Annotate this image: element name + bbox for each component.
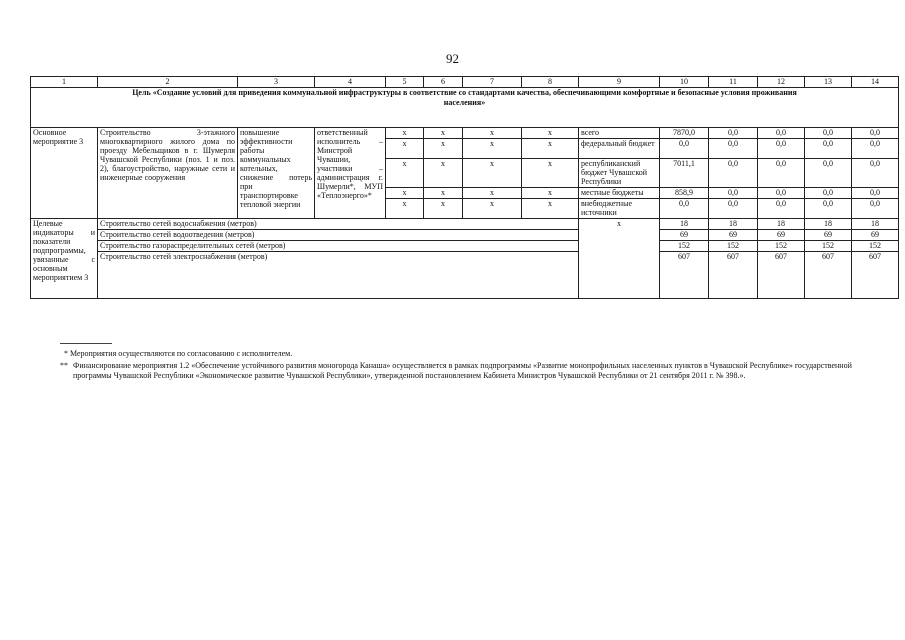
indicator-value: 152 [709,241,758,252]
col-header: 1 [31,77,98,88]
budget-code: x [386,199,424,219]
col-header: 11 [709,77,758,88]
indicator-name: Строительство сетей водоснабжения (метров) [98,219,579,230]
funding-value: 0,0 [758,188,805,199]
budget-code: x [522,199,579,219]
column-number-row [31,77,899,88]
footnote-text: Мероприятия осуществляются по согласованию с исполнителем. [70,349,293,358]
funding-row [31,128,899,139]
indicator-value: 152 [852,241,899,252]
footnote-double [60,361,875,380]
activity-name: Строительство 3-этажного многоквартирного жилого дома по проезду Мебельщиков в г. Шумерля Чувашской Республики (поз. 1 и поз. 2), благоустройство, наружные сети и инженерные сооружения [98,128,238,219]
indicator-value: 69 [758,230,805,241]
col-header: 14 [852,77,899,88]
indicator-value: 152 [758,241,805,252]
budget-code: x [463,188,522,199]
funding-value: 0,0 [660,199,709,219]
budget-code: x [386,128,424,139]
indicator-value: 18 [758,219,805,230]
funding-value: 0,0 [709,188,758,199]
funding-value: 0,0 [852,188,899,199]
funding-value: 7870,0 [660,128,709,139]
funding-value: 0,0 [805,199,852,219]
indicator-value: 607 [758,252,805,299]
funding-value: 0,0 [709,199,758,219]
indicator-name: Строительство сетей водоотведения (метров) [98,230,579,241]
budget-code: x [424,199,463,219]
activity-executors: ответственный исполнитель – Минстрой Чувашии, участники – администрация г. Шумерли*, МУП «Теплоэнерго»* [315,128,386,219]
funding-value: 0,0 [758,159,805,188]
funding-value: 0,0 [805,159,852,188]
indicator-name: Строительство газораспределительных сетей (метров) [98,241,579,252]
indicator-row [31,219,899,230]
budget-code: x [386,139,424,159]
activity-purpose: повышение эффективности работы коммунальных котельных, снижение потерь при транспортировке тепловой энергии [238,128,315,219]
indicator-value: 18 [709,219,758,230]
funding-value: 0,0 [852,199,899,219]
col-header: 8 [522,77,579,88]
funding-value: 0,0 [709,139,758,159]
indicator-value: 69 [660,230,709,241]
indicator-name: Строительство сетей электроснабжения (метров) [98,252,579,299]
col-header: 5 [386,77,424,88]
col-header: 4 [315,77,386,88]
funding-source: всего [579,128,660,139]
budget-code: x [463,139,522,159]
funding-value: 0,0 [758,199,805,219]
funding-value: 0,0 [852,139,899,159]
indicator-value: 69 [805,230,852,241]
budget-code: x [424,139,463,159]
footnote-text: Финансирование мероприятия 1.2 «Обеспечение устойчивого развития моногорода Канаша» осуществляется в рамках подпрограммы «Развитие монопрофильных населенных пунктов в Чувашской Республике» государственной программы Чувашской Республики «Экономическое развитие Чувашской Республики», утвержденной постановлением Кабинета Министров Чувашской Республики от 21 сентября 2011 г. № 398.». [73,361,852,380]
indicator-value: 69 [709,230,758,241]
indicator-col9: x [579,219,660,299]
col-header: 13 [805,77,852,88]
goal-title: Цель «Создание условий для приведения коммунальной инфраструктуры в соответствие со стандартами качества, обеспечивающими комфортные и безопасные условия проживания населения» [132,88,797,107]
col-header: 3 [238,77,315,88]
funding-value: 0,0 [805,188,852,199]
budget-code: x [522,128,579,139]
activity-type: Основное мероприятие 3 [31,128,98,219]
indicator-value: 607 [660,252,709,299]
col-header: 12 [758,77,805,88]
funding-value: 0,0 [709,159,758,188]
program-table [30,76,899,299]
col-header: 6 [424,77,463,88]
funding-value: 0,0 [852,128,899,139]
footnote-divider [60,343,112,344]
funding-value: 0,0 [852,159,899,188]
funding-source: федеральный бюджет [579,139,660,159]
funding-source: внебюджетные источники [579,199,660,219]
funding-value: 7011,1 [660,159,709,188]
goal-row [31,88,899,125]
budget-code: x [463,128,522,139]
funding-source: республиканский бюджет Чувашской Республики [579,159,660,188]
indicator-value: 18 [805,219,852,230]
funding-value: 0,0 [709,128,758,139]
footnote-mark: * [64,349,68,358]
indicator-value: 18 [660,219,709,230]
budget-code: x [463,159,522,188]
col-header: 10 [660,77,709,88]
col-header: 9 [579,77,660,88]
indicator-row [31,252,899,299]
budget-code: x [386,159,424,188]
footnote-single [64,349,864,359]
budget-code: x [522,139,579,159]
funding-value: 0,0 [805,128,852,139]
funding-value: 0,0 [805,139,852,159]
page-number: 92 [446,51,459,66]
footnote-mark: ** [60,361,68,370]
indicator-row [31,230,899,241]
funding-value: 858,9 [660,188,709,199]
indicator-value: 152 [805,241,852,252]
funding-value: 0,0 [660,139,709,159]
budget-code: x [424,128,463,139]
indicator-value: 18 [852,219,899,230]
budget-code: x [522,188,579,199]
indicators-label: Целевые индикаторы и показатели подпрограммы, увязанные с основным мероприятием 3 [31,219,98,299]
budget-code: x [424,188,463,199]
indicator-value: 152 [660,241,709,252]
funding-value: 0,0 [758,139,805,159]
budget-code: x [386,188,424,199]
funding-source: местные бюджеты [579,188,660,199]
budget-code: x [522,159,579,188]
col-header: 2 [98,77,238,88]
col-header: 7 [463,77,522,88]
indicator-value: 607 [805,252,852,299]
indicator-row [31,241,899,252]
funding-value: 0,0 [758,128,805,139]
budget-code: x [463,199,522,219]
budget-code: x [424,159,463,188]
indicator-value: 607 [709,252,758,299]
indicator-value: 69 [852,230,899,241]
indicator-value: 607 [852,252,899,299]
